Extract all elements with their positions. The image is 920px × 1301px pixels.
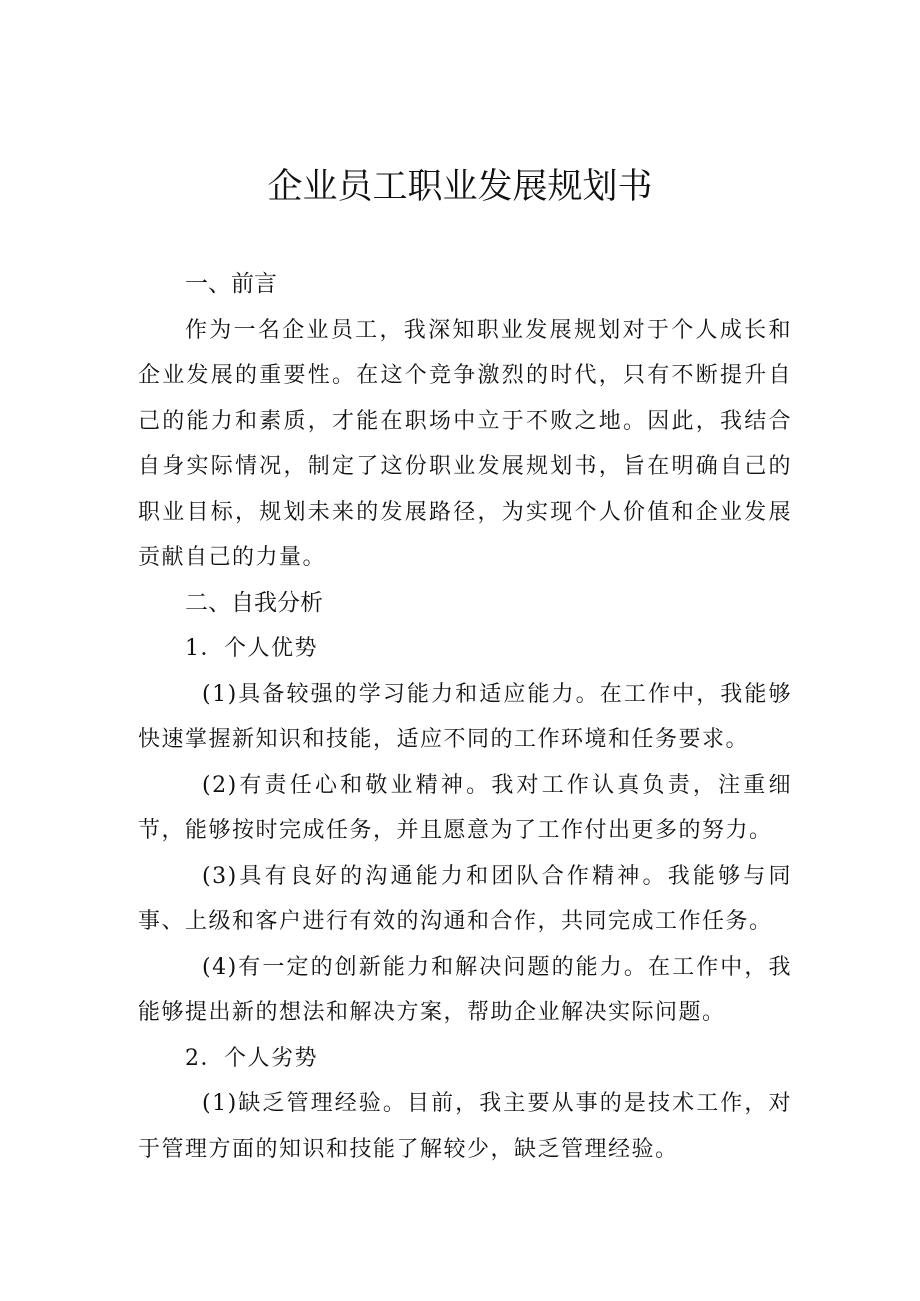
preface-paragraph: 作为一名企业员工，我深知职业发展规划对于个人成长和企业发展的重要性。在这个竞争激烈的时代，只有不断提升自己的能力和素质，才能在职场中立于不败之地。因此，我结合自身实际情况，制定了这份职业发展规划书，旨在明确自己的职业目标，规划未来的发展路径，为实现个人价值和企业发展贡献自己的力量。	[138, 317, 792, 570]
strength-item: (3)具有良好的沟通能力和团队合作精神。我能够与同事、上级和客户进行有效的沟通和合作，共同完成工作任务。	[138, 863, 792, 934]
section-heading-self-analysis: 二、自我分析	[185, 589, 323, 616]
strength-item: (1)具备较强的学习能力和适应能力。在工作中，我能够快速掌握新知识和技能，适应不同的工作环境和任务要求。	[138, 681, 792, 752]
document-title: 企业员工职业发展规划书	[267, 167, 653, 207]
section-heading-preface: 一、前言	[185, 271, 277, 297]
subsection-title-weaknesses: 2．个人劣势	[185, 1045, 318, 1071]
strength-item: (2)有责任心和敬业精神。我对工作认真负责，注重细节，能够按时完成任务，并且愿意为了工作付出更多的努力。	[138, 772, 792, 843]
strength-item: (4)有一定的创新能力和解决问题的能力。在工作中，我能够提出新的想法和解决方案，帮助企业解决实际问题。	[138, 954, 792, 1025]
subsection-title-strengths: 1．个人优势	[185, 636, 318, 661]
weakness-item: (1)缺乏管理经验。目前，我主要从事的是技术工作，对于管理方面的知识和技能了解较少，缺乏管理经验。	[138, 1091, 792, 1162]
document-body	[138, 262, 792, 1172]
